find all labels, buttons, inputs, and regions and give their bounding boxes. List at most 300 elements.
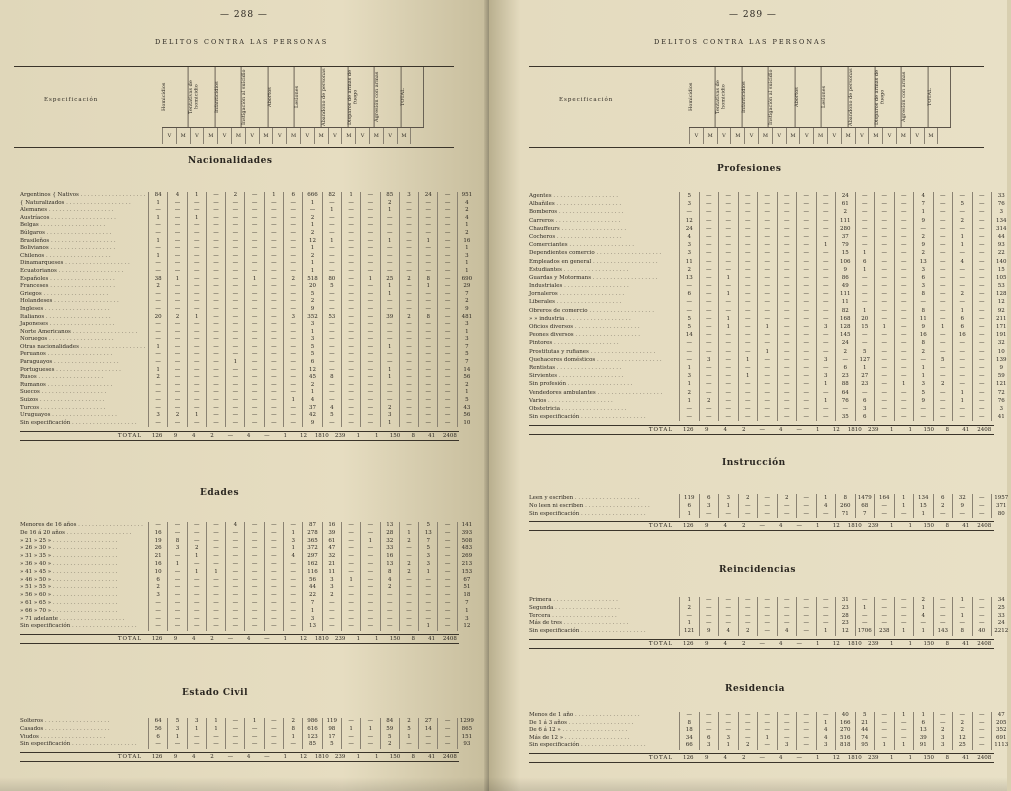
row-label-text: Ecuatorianos [20, 267, 57, 274]
sex-label: M [841, 128, 855, 144]
cell: — [341, 276, 360, 284]
cell: — [718, 298, 738, 306]
cell: — [167, 222, 186, 230]
cell: 372 [302, 545, 321, 553]
cell: — [777, 372, 797, 380]
cell: 1 [187, 412, 206, 420]
cell: — [244, 584, 263, 592]
cell: — [148, 207, 167, 215]
cell: 1 [148, 253, 167, 261]
cell: 3 [418, 553, 437, 561]
cell: — [874, 282, 894, 290]
table-row [20, 298, 476, 306]
cell: — [206, 200, 225, 208]
cell: — [835, 356, 855, 364]
row-cells [679, 307, 1011, 315]
cell: — [874, 727, 894, 735]
total-cell: 4 [723, 426, 727, 433]
cell: 16 [148, 530, 167, 538]
cell: 61 [835, 200, 855, 208]
cell: 9 [913, 217, 933, 225]
cell: — [399, 545, 418, 553]
cell: — [952, 364, 972, 372]
row-label-text: Uruguayos [20, 412, 51, 419]
cell: — [894, 274, 914, 282]
cell: 121 [991, 380, 1011, 388]
cell: — [418, 253, 437, 261]
cell: — [757, 510, 777, 518]
cell: 4 [952, 258, 972, 266]
cell: — [894, 290, 914, 298]
row-label-text: Sin especificación [529, 628, 580, 635]
row-cells [148, 253, 476, 261]
row-label [20, 329, 148, 337]
cell: 166 [835, 720, 855, 728]
cell: — [283, 268, 302, 276]
sex-label: V [272, 128, 286, 144]
cell: — [341, 283, 360, 291]
section-title: Nacionalidades [188, 156, 273, 166]
cell: — [952, 605, 972, 613]
total-cell: 1810 [847, 641, 862, 647]
row-label [529, 502, 679, 510]
table-row [20, 608, 476, 616]
cell: — [341, 222, 360, 230]
cell: — [187, 329, 206, 337]
total-cell: — [264, 432, 270, 439]
cell: — [187, 245, 206, 253]
cell: 12 [952, 735, 972, 743]
cell: 33 [991, 192, 1011, 200]
cell: — [341, 616, 360, 624]
cell: — [206, 538, 225, 546]
cell: 3 [457, 616, 476, 624]
cell: — [972, 502, 992, 510]
cell: 85 [380, 192, 399, 200]
sex-label: M [176, 128, 190, 144]
row-cells [679, 208, 1011, 216]
cell: — [167, 291, 186, 299]
cell: — [264, 569, 283, 577]
leader-dots: . . . . . . . . . . . . . . . . . . . [48, 275, 115, 282]
cell: — [816, 348, 836, 356]
row-cells [679, 389, 1011, 397]
cell: — [816, 597, 836, 605]
cell: — [206, 230, 225, 238]
table-row [20, 561, 476, 569]
row-label-text: Menores de 16 años [20, 522, 77, 528]
sex-label: V [190, 128, 204, 144]
cell: 74 [855, 735, 875, 743]
cell: — [418, 336, 437, 344]
cell: — [437, 741, 456, 749]
cell: — [777, 249, 797, 257]
cell: 27 [418, 718, 437, 726]
table-row [20, 374, 476, 382]
cell: 95 [855, 742, 875, 750]
row-cells [148, 245, 476, 253]
cell: — [437, 253, 456, 261]
cell: 2 [148, 584, 167, 592]
total-cell: 126 [151, 432, 163, 439]
total-cell: 9 [705, 523, 709, 529]
cell: — [757, 620, 777, 628]
cell: — [679, 348, 699, 356]
cell: — [283, 367, 302, 375]
row-cells [148, 230, 476, 238]
leader-dots: . . . . . . . . . . . . . . . . . . . [70, 328, 138, 335]
cell: — [380, 298, 399, 306]
cell: — [187, 623, 206, 631]
cell: — [718, 413, 738, 421]
cell: — [322, 397, 341, 405]
cell: — [437, 577, 456, 585]
cell: 7 [855, 510, 875, 518]
cell: — [360, 623, 379, 631]
cell: 6 [855, 397, 875, 405]
cell: — [225, 283, 244, 291]
cell: — [148, 359, 167, 367]
cell: — [399, 253, 418, 261]
row-label [529, 274, 679, 282]
cell: — [341, 238, 360, 246]
sex-label: M [397, 128, 411, 144]
cell: 1 [679, 597, 699, 605]
cell: 1 [302, 268, 321, 276]
row-cells [148, 359, 476, 367]
total-cell: 1 [356, 754, 361, 761]
row-label-text: { Naturalizados [20, 199, 65, 206]
cell: — [225, 569, 244, 577]
cell: 1 [816, 241, 836, 249]
cell: — [244, 553, 263, 561]
cell: — [437, 530, 456, 538]
leader-dots: . . . . . . . . . . . . . . . . . . . [64, 199, 131, 206]
row-label-text: Oficios diversos [529, 324, 574, 330]
cell: — [187, 291, 206, 299]
cell: — [738, 282, 758, 290]
cell: — [933, 208, 953, 216]
cell: 2 [399, 718, 418, 726]
row-label [529, 307, 679, 315]
cell: 13 [380, 522, 399, 530]
row-label [20, 222, 148, 230]
cell: — [380, 222, 399, 230]
cell: — [360, 344, 379, 352]
cell: — [855, 282, 875, 290]
cell: — [341, 253, 360, 261]
cell: — [322, 298, 341, 306]
cell: — [796, 364, 816, 372]
leader-dots: . . . . . . . . . . . . . . . . . . . [48, 321, 115, 328]
leader-dots: . . . . . . . . . . . . . . . . . . . [51, 553, 118, 560]
total-cell: 1810 [314, 636, 329, 643]
cell: 1 [718, 290, 738, 298]
cell: — [187, 382, 206, 390]
cell: — [816, 192, 836, 200]
total-cell: 126 [151, 754, 163, 761]
cell: — [699, 290, 719, 298]
cell: — [399, 553, 418, 561]
cell: — [167, 359, 186, 367]
cell: 12 [679, 217, 699, 225]
cell: — [341, 260, 360, 268]
total-cell: 4 [779, 523, 783, 529]
cell: — [699, 712, 719, 720]
cell: — [738, 727, 758, 735]
cell: 43 [457, 405, 476, 413]
total-cell: 126 [151, 636, 163, 643]
cell: 1 [206, 569, 225, 577]
cell: 2 [738, 628, 758, 636]
cell: — [399, 600, 418, 608]
total-cell: 4 [723, 641, 727, 647]
sex-label: M [813, 128, 827, 144]
cell: — [283, 200, 302, 208]
column-header: Agresión con armas [375, 67, 402, 127]
cell: — [360, 314, 379, 322]
cell: — [972, 597, 992, 605]
cell: 1 [757, 323, 777, 331]
column-header: Tentativas de homicidio [716, 67, 743, 127]
cell: — [399, 522, 418, 530]
cell: 1 [457, 222, 476, 230]
cell: — [399, 412, 418, 420]
cell: — [341, 291, 360, 299]
cell: — [738, 331, 758, 339]
cell: — [738, 200, 758, 208]
cell: 21 [148, 553, 167, 561]
row-cells [148, 306, 476, 314]
cell: — [874, 249, 894, 257]
cell: — [225, 734, 244, 742]
row-cells [148, 553, 476, 561]
cell: — [187, 420, 206, 428]
cell: — [855, 192, 875, 200]
cell: 56 [457, 374, 476, 382]
total-row [529, 753, 994, 763]
table-row [20, 600, 476, 608]
row-label [20, 389, 148, 397]
total-cell: 12 [300, 636, 308, 643]
cell: 5 [302, 291, 321, 299]
cell: 5 [457, 397, 476, 405]
cell: — [244, 336, 263, 344]
cell: 23 [835, 620, 855, 628]
cell: 35 [835, 413, 855, 421]
specification-label: Especificación [44, 97, 99, 103]
cell: — [679, 405, 699, 413]
cell: — [360, 412, 379, 420]
cell: — [283, 522, 302, 530]
cell: — [437, 405, 456, 413]
row-label-text: Solteros [20, 718, 44, 724]
row-label [529, 597, 679, 605]
cell: — [399, 268, 418, 276]
cell: — [167, 298, 186, 306]
cell: — [418, 359, 437, 367]
cell: 64 [148, 718, 167, 726]
cell: — [360, 329, 379, 337]
cell: 1 [225, 359, 244, 367]
cell: — [341, 522, 360, 530]
cell: — [738, 389, 758, 397]
cell: — [283, 420, 302, 428]
leader-dots: . . . . . . . . . . . . . . . . . . . [49, 237, 116, 244]
cell: — [816, 620, 836, 628]
leader-dots: . . . . . . . . . . . . . . . . . . . [560, 405, 627, 412]
row-label [20, 215, 148, 223]
total-cell: 41 [428, 754, 436, 761]
cell: — [380, 600, 399, 608]
cell: — [738, 348, 758, 356]
leader-dots: . . . . . . . . . . . . . . . . . . . [51, 584, 118, 591]
cell: — [244, 260, 263, 268]
cell: 3 [699, 356, 719, 364]
total-cell: 126 [683, 755, 694, 761]
table-row [20, 306, 476, 314]
cell: — [167, 600, 186, 608]
row-label [529, 712, 679, 720]
cell: — [206, 592, 225, 600]
cell: — [972, 258, 992, 266]
cell: 1 [952, 233, 972, 241]
total-cell: 2408 [977, 641, 992, 647]
cell: 393 [457, 530, 476, 538]
cell: 1 [302, 389, 321, 397]
row-label-text: Griegos [20, 290, 42, 297]
cell: 865 [457, 726, 476, 734]
row-label [529, 372, 679, 380]
total-cell: — [759, 523, 765, 529]
cell: — [757, 413, 777, 421]
cell: — [874, 405, 894, 413]
cell: — [738, 339, 758, 347]
cell: — [699, 605, 719, 613]
cell: — [699, 208, 719, 216]
cell: — [972, 323, 992, 331]
cell: — [399, 584, 418, 592]
cell: 44 [855, 727, 875, 735]
cell: — [757, 200, 777, 208]
cell: 1 [457, 245, 476, 253]
cell: — [894, 356, 914, 364]
cell: — [933, 372, 953, 380]
cell: — [167, 397, 186, 405]
cell: 76 [835, 397, 855, 405]
cell: 518 [302, 276, 321, 284]
cell: — [894, 233, 914, 241]
cell: — [933, 241, 953, 249]
cell: — [972, 620, 992, 628]
cell: — [894, 413, 914, 421]
cell: — [777, 233, 797, 241]
cell: — [206, 584, 225, 592]
cell: — [796, 380, 816, 388]
row-label [20, 420, 148, 428]
cell: — [757, 397, 777, 405]
table-row [20, 530, 476, 538]
total-cell: 1810 [847, 755, 862, 761]
total-cell: 4 [246, 754, 251, 761]
cell: — [894, 510, 914, 518]
cell: — [206, 412, 225, 420]
cell: 4 [913, 613, 933, 621]
cell: — [264, 298, 283, 306]
cell: — [167, 283, 186, 291]
cell: — [418, 291, 437, 299]
cell: — [380, 351, 399, 359]
cell: — [952, 380, 972, 388]
row-label-text: Pintores [529, 340, 553, 347]
cell: 40 [972, 628, 992, 636]
cell: — [816, 208, 836, 216]
total-cell: 1 [908, 755, 912, 761]
cell: 5 [679, 315, 699, 323]
cell: — [225, 608, 244, 616]
cell: — [167, 215, 186, 223]
cell: — [437, 321, 456, 329]
cell: — [952, 620, 972, 628]
cell: — [796, 331, 816, 339]
row-cells [148, 389, 476, 397]
cell: — [399, 215, 418, 223]
leader-dots: . . . . . . . . . . . . . . . . . . . [595, 389, 663, 396]
cell: — [972, 307, 992, 315]
cell: — [894, 315, 914, 323]
cell: — [418, 260, 437, 268]
cell: — [738, 225, 758, 233]
leader-dots: . . . . . . . . . . . . . . . . . . . [44, 313, 111, 320]
row-cells [148, 314, 476, 322]
cell: — [933, 249, 953, 257]
total-cell: 126 [683, 641, 694, 647]
cell: — [264, 215, 283, 223]
cell: — [322, 420, 341, 428]
cell: 1 [206, 726, 225, 734]
cell: — [796, 620, 816, 628]
cell: — [699, 298, 719, 306]
cell: 9 [913, 241, 933, 249]
row-cells [148, 545, 476, 553]
cell: — [777, 727, 797, 735]
cell: — [360, 260, 379, 268]
cell: — [264, 561, 283, 569]
cell: 2 [835, 348, 855, 356]
data-table [529, 192, 1011, 421]
row-cells [148, 215, 476, 223]
cell: — [933, 613, 953, 621]
cell: 105 [991, 274, 1011, 282]
cell: — [244, 389, 263, 397]
cell: — [699, 620, 719, 628]
cell: 3 [699, 742, 719, 750]
column-header: TOTAL [401, 67, 424, 127]
cell: 24 [991, 620, 1011, 628]
cell: 8 [322, 374, 341, 382]
cell: — [972, 397, 992, 405]
cell: — [167, 245, 186, 253]
cell: 10 [457, 420, 476, 428]
row-label [20, 545, 148, 553]
cell: 9 [835, 266, 855, 274]
total-cell: — [227, 636, 234, 643]
cell: 4 [225, 522, 244, 530]
cell: — [757, 208, 777, 216]
row-label [529, 208, 679, 216]
cell: — [264, 230, 283, 238]
row-label [20, 359, 148, 367]
